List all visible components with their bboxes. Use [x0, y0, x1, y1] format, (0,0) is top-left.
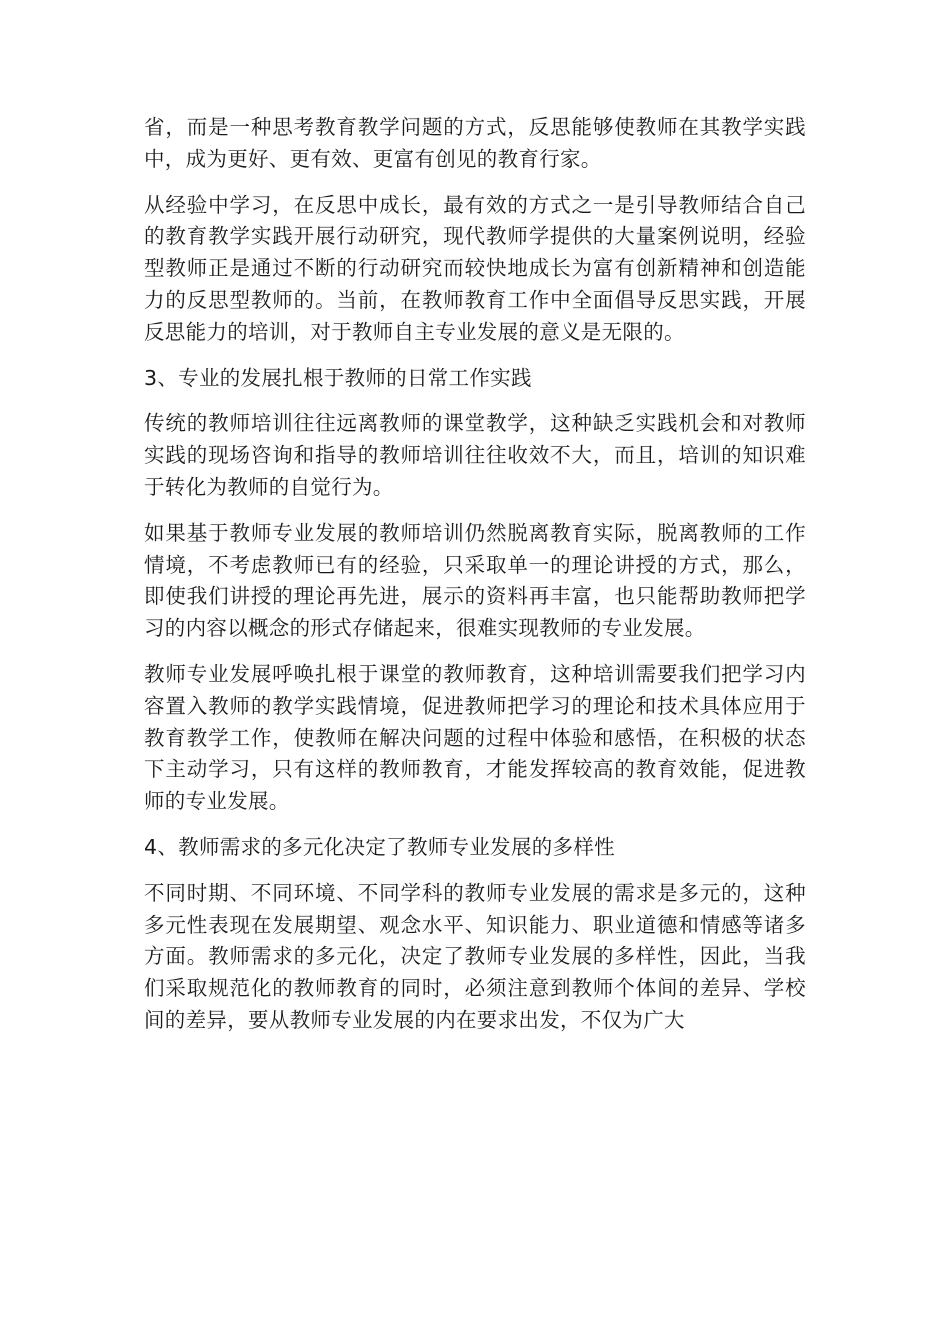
paragraph-classroom-rooted: 教师专业发展呼唤扎根于课堂的教师教育，这种培训需要我们把学习内容置入教师的教学实践情境，促进教师把学习的理论和技术具体应用于教育教学工作，使教师在解决问题的过程中体验和感悟，在积极的状态下主动学习，只有这样的教师教育，才能发挥较高的教育效能，促进教师的专业发展。 — [144, 661, 806, 814]
document-page — [144, 112, 806, 1051]
section-heading-3: 3、专业的发展扎根于教师的日常工作实践 — [144, 365, 532, 390]
section-heading-4: 4、教师需求的多元化决定了教师专业发展的多样性 — [144, 834, 615, 859]
paragraph-traditional-training: 传统的教师培训往往远离教师的课堂教学，这种缺乏实践机会和对教师实践的现场咨询和指导的教师培训往往收效不大，而且，培训的知识难于转化为教师的自觉行为。 — [144, 411, 806, 499]
paragraph-reflection-definition: 省，而是一种思考教育教学问题的方式，反思能够使教师在其教学实践中，成为更好、更有效、更富有创见的教育行家。 — [144, 115, 806, 171]
paragraph-diverse-needs: 不同时期、不同环境、不同学科的教师专业发展的需求是多元的，这种多元性表现在发展期望、观念水平、知识能力、职业道德和情感等诸多方面。教师需求的多元化，决定了教师专业发展的多样性，因此，当我们采取规范化的教师教育的同时，必须注意到教师个体间的差异、学校间的差异，要从教师专业发展的内在要求出发，不仅为广大 — [144, 880, 806, 1032]
paragraph-action-research: 从经验中学习，在反思中成长，最有效的方式之一是引导教师结合自己的教育教学实践开展行动研究，现代教师学提供的大量案例说明，经验型教师正是通过不断的行动研究而较快地成长为富有创新精神和创造能力的反思型教师的。当前，在教师教育工作中全面倡导反思实践，开展反思能力的培训，对于教师自主专业发展的意义是无限的。 — [144, 192, 806, 344]
paragraph-training-detached: 如果基于教师专业发展的教师培训仍然脱离教育实际，脱离教师的工作情境，不考虑教师已有的经验，只采取单一的理论讲授的方式，那么，即使我们讲授的理论再先进，展示的资料再丰富，也只能帮助教师把学习的内容以概念的形式存储起来，很难实现教师的专业发展。 — [144, 520, 806, 641]
